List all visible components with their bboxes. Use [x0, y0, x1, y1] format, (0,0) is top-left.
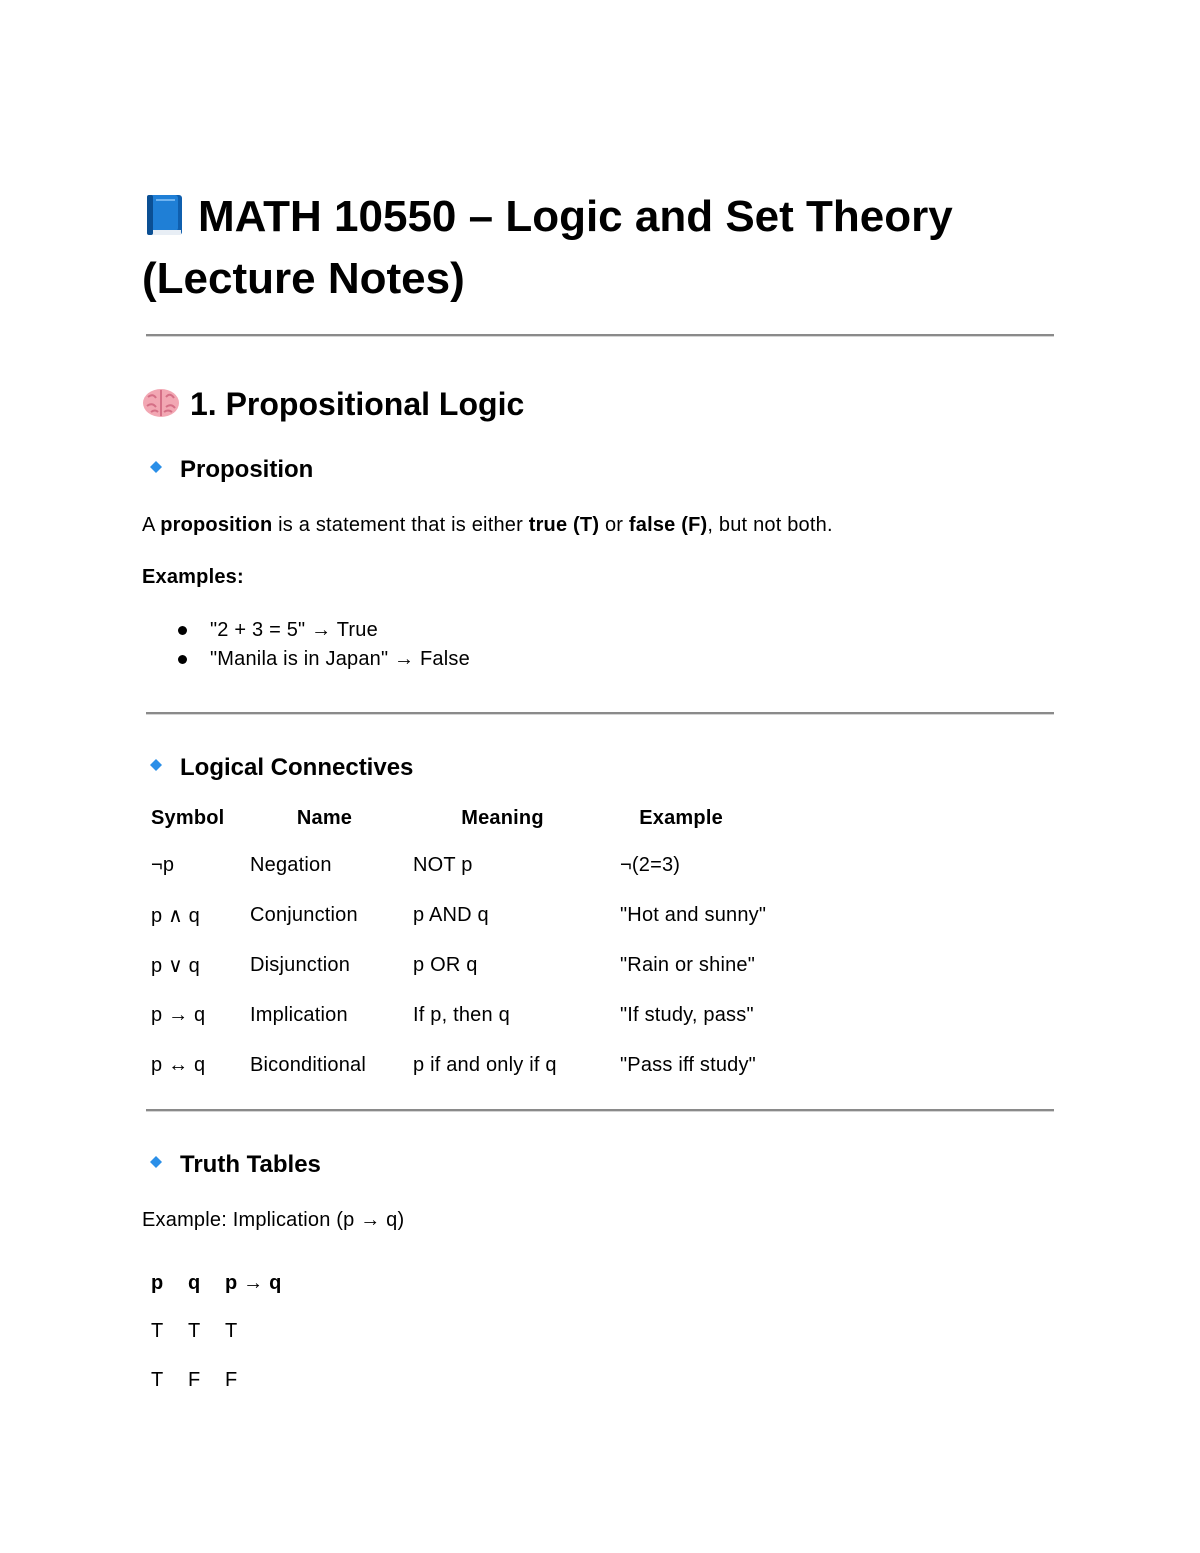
table-cell: Conjunction: [250, 903, 358, 926]
column-header: q: [188, 1271, 201, 1294]
blue-book-icon: [142, 193, 184, 237]
section-heading-text: 1. Propositional Logic: [190, 386, 525, 422]
list-item: "Manila is in Japan" → False: [176, 645, 470, 674]
table-row: [151, 1356, 282, 1405]
table-row: [151, 940, 766, 990]
column-header: Meaning: [461, 806, 544, 829]
table-cell: F: [188, 1369, 201, 1391]
examples-list: [176, 616, 470, 674]
table-cell: ¬(2=3): [620, 853, 681, 876]
table-cell: F: [225, 1369, 238, 1391]
proposition-heading: [150, 454, 313, 486]
bullet-icon: [178, 655, 187, 664]
table-cell: ¬p: [151, 853, 175, 876]
column-header: Name: [296, 806, 353, 829]
table-cell: Biconditional: [250, 1053, 367, 1076]
divider: [146, 334, 1054, 337]
table-cell: p OR q: [413, 953, 478, 976]
table-cell: p ∨ q: [151, 954, 200, 977]
column-header: Example: [639, 806, 723, 829]
table-cell: p if and only if q: [413, 1053, 557, 1076]
divider: [146, 1109, 1054, 1112]
truth-table: [151, 1259, 282, 1405]
column-header: p → q: [225, 1271, 282, 1294]
table-cell: Negation: [250, 853, 332, 876]
table-cell: "Pass iff study": [620, 1053, 756, 1076]
table-cell: "Rain or shine": [620, 953, 756, 976]
document-title: [142, 186, 1062, 310]
table-row: [151, 1307, 282, 1356]
table-cell: T: [151, 1320, 164, 1342]
truth-tables-heading: [150, 1149, 321, 1181]
table-cell: T: [225, 1320, 238, 1342]
table-cell: T: [188, 1320, 201, 1342]
examples-label: Examples:: [142, 566, 244, 588]
table-header-row: [151, 1259, 282, 1307]
small-blue-diamond-icon: [150, 1156, 162, 1168]
truth-table-caption: Example: Implication (p → q): [142, 1209, 405, 1231]
table-cell: Implication: [250, 1003, 348, 1026]
divider: [146, 712, 1054, 715]
table-cell: p ∧ q: [151, 904, 200, 927]
table-cell: p ↔ q: [151, 1053, 206, 1076]
connectives-heading-text: Logical Connectives: [180, 754, 414, 781]
title-text: MATH 10550 – Logic and Set Theory (Lecture Notes): [142, 192, 953, 303]
table-cell: If p, then q: [413, 1003, 510, 1026]
table-row: [151, 890, 766, 940]
table-row: [151, 990, 766, 1040]
table-row: [151, 840, 766, 890]
table-cell: p AND q: [413, 903, 489, 926]
small-blue-diamond-icon: [150, 461, 162, 473]
bullet-icon: [178, 626, 187, 635]
table-cell: NOT p: [413, 853, 473, 876]
truth-tables-heading-text: Truth Tables: [180, 1151, 321, 1178]
small-blue-diamond-icon: [150, 759, 162, 771]
brain-icon: [142, 387, 180, 419]
table-header-row: [151, 796, 766, 840]
proposition-heading-text: Proposition: [180, 456, 314, 483]
list-item: "2 + 3 = 5" → True: [176, 616, 470, 645]
table-cell: Disjunction: [250, 953, 351, 976]
column-header: Symbol: [151, 806, 225, 829]
connectives-table: [151, 796, 766, 1090]
column-header: p: [151, 1271, 164, 1294]
table-cell: "If study, pass": [620, 1003, 754, 1026]
table-cell: "Hot and sunny": [620, 903, 767, 926]
table-cell: T: [151, 1369, 164, 1391]
proposition-definition: A proposition is a statement that is either true (T) or false (F), but not both.: [142, 514, 833, 536]
table-row: [151, 1040, 766, 1090]
section-heading: [142, 382, 524, 426]
table-cell: p → q: [151, 1003, 206, 1026]
connectives-heading: [150, 752, 413, 784]
